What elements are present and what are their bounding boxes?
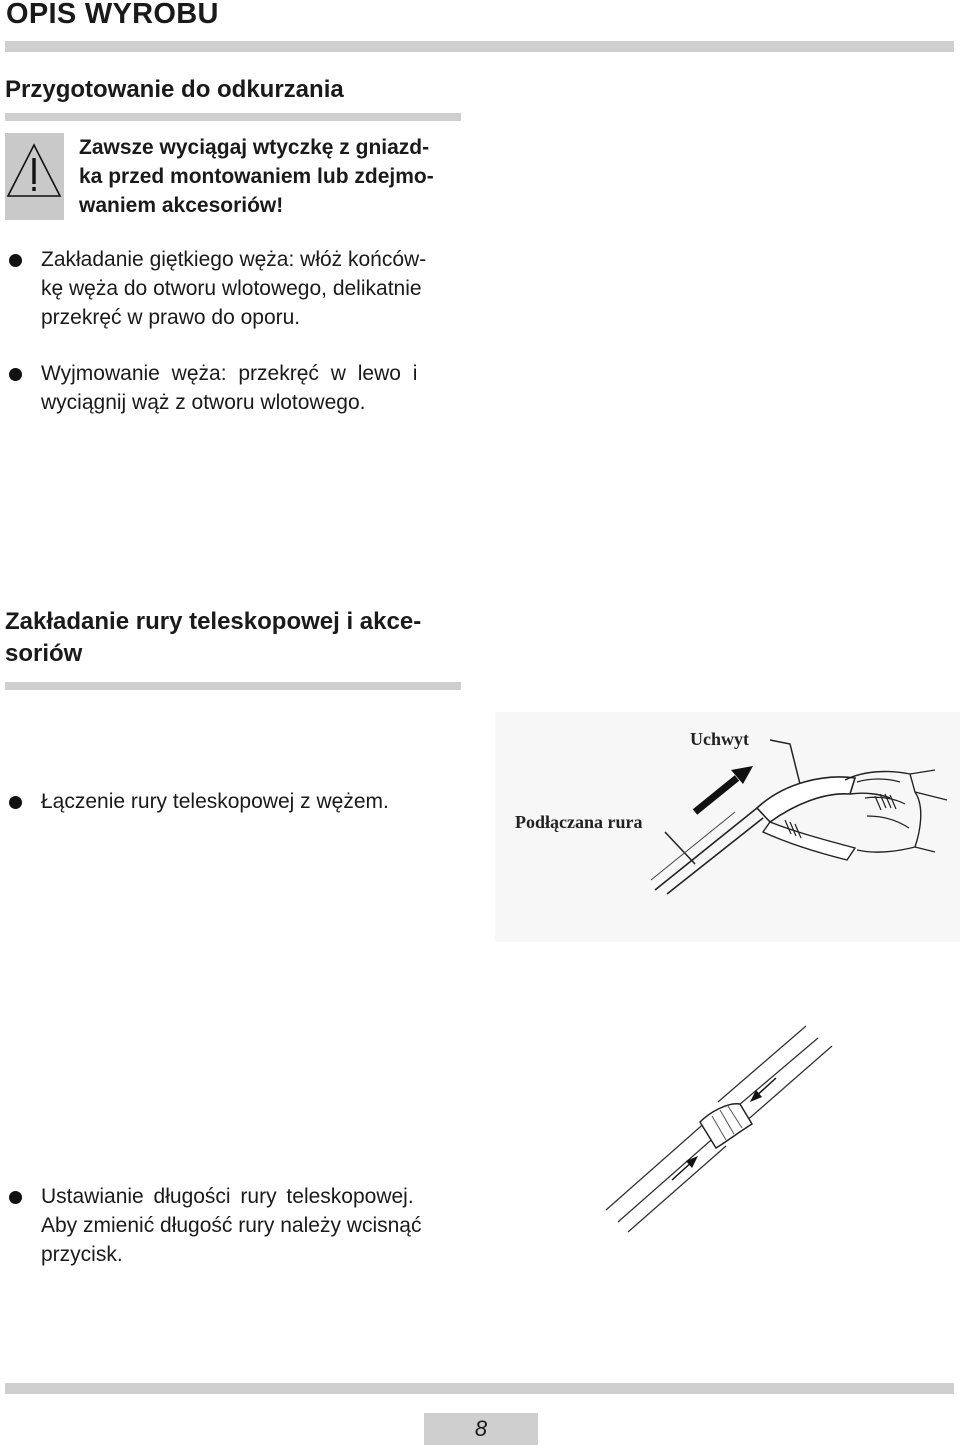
text-line: kę węża do otworu wlotowego, delikatnie bbox=[41, 277, 422, 300]
text-line: przekręć w prawo do oporu. bbox=[41, 306, 301, 329]
title-line: soriów bbox=[5, 640, 83, 667]
footer-rule bbox=[5, 1383, 954, 1394]
bullet-icon bbox=[9, 254, 22, 267]
figure-hose-connection bbox=[495, 712, 960, 942]
bullet-icon bbox=[9, 1191, 22, 1204]
warning-text bbox=[79, 133, 464, 220]
section-rule bbox=[5, 682, 461, 690]
section-title-telescopic bbox=[5, 606, 465, 670]
title-line: Zakładanie rury teleskopowej i akce- bbox=[5, 608, 422, 635]
warning-line: Zawsze wyciągaj wtyczkę z gniazd- bbox=[79, 136, 430, 159]
header-rule bbox=[5, 41, 954, 52]
figure-telescopic-pipe bbox=[600, 1020, 840, 1235]
section-rule bbox=[5, 113, 461, 121]
bullet-text-attach-hose bbox=[41, 245, 461, 332]
section-title-preparation: Przygotowanie do odkurzania bbox=[5, 76, 344, 103]
bullet-text-remove-hose bbox=[41, 359, 461, 417]
bullet-text-connect-pipe: Łączenie rury teleskopowej z wężem. bbox=[41, 790, 389, 813]
bullet-text-adjust-length bbox=[41, 1182, 466, 1269]
bullet-icon bbox=[9, 796, 22, 809]
warning-line: waniem akcesoriów! bbox=[79, 194, 284, 217]
bullet-icon bbox=[9, 368, 22, 381]
page-number: 8 bbox=[474, 1416, 488, 1441]
text-line: Ustawianie długości rury teleskopowej. bbox=[41, 1185, 414, 1208]
label-pipe: Podłączana rura bbox=[515, 812, 643, 832]
warning-line: ka przed montowaniem lub zdejmo- bbox=[79, 165, 434, 188]
warning-box bbox=[5, 133, 64, 220]
text-line: Aby zmienić długość rury należy wcisnąć bbox=[41, 1214, 422, 1237]
warning-icon bbox=[5, 133, 64, 220]
page-number-box bbox=[424, 1413, 538, 1445]
text-line: Wyjmowanie węża: przekręć w lewo i bbox=[41, 362, 418, 385]
label-handle: Uchwyt bbox=[690, 729, 749, 749]
page-heading: OPIS WYROBU bbox=[6, 0, 219, 30]
text-line: wyciągnij wąż z otworu wlotowego. bbox=[41, 391, 366, 414]
text-line: przycisk. bbox=[41, 1243, 123, 1266]
text-line: Zakładanie giętkiego węża: włóż końców- bbox=[41, 248, 427, 271]
